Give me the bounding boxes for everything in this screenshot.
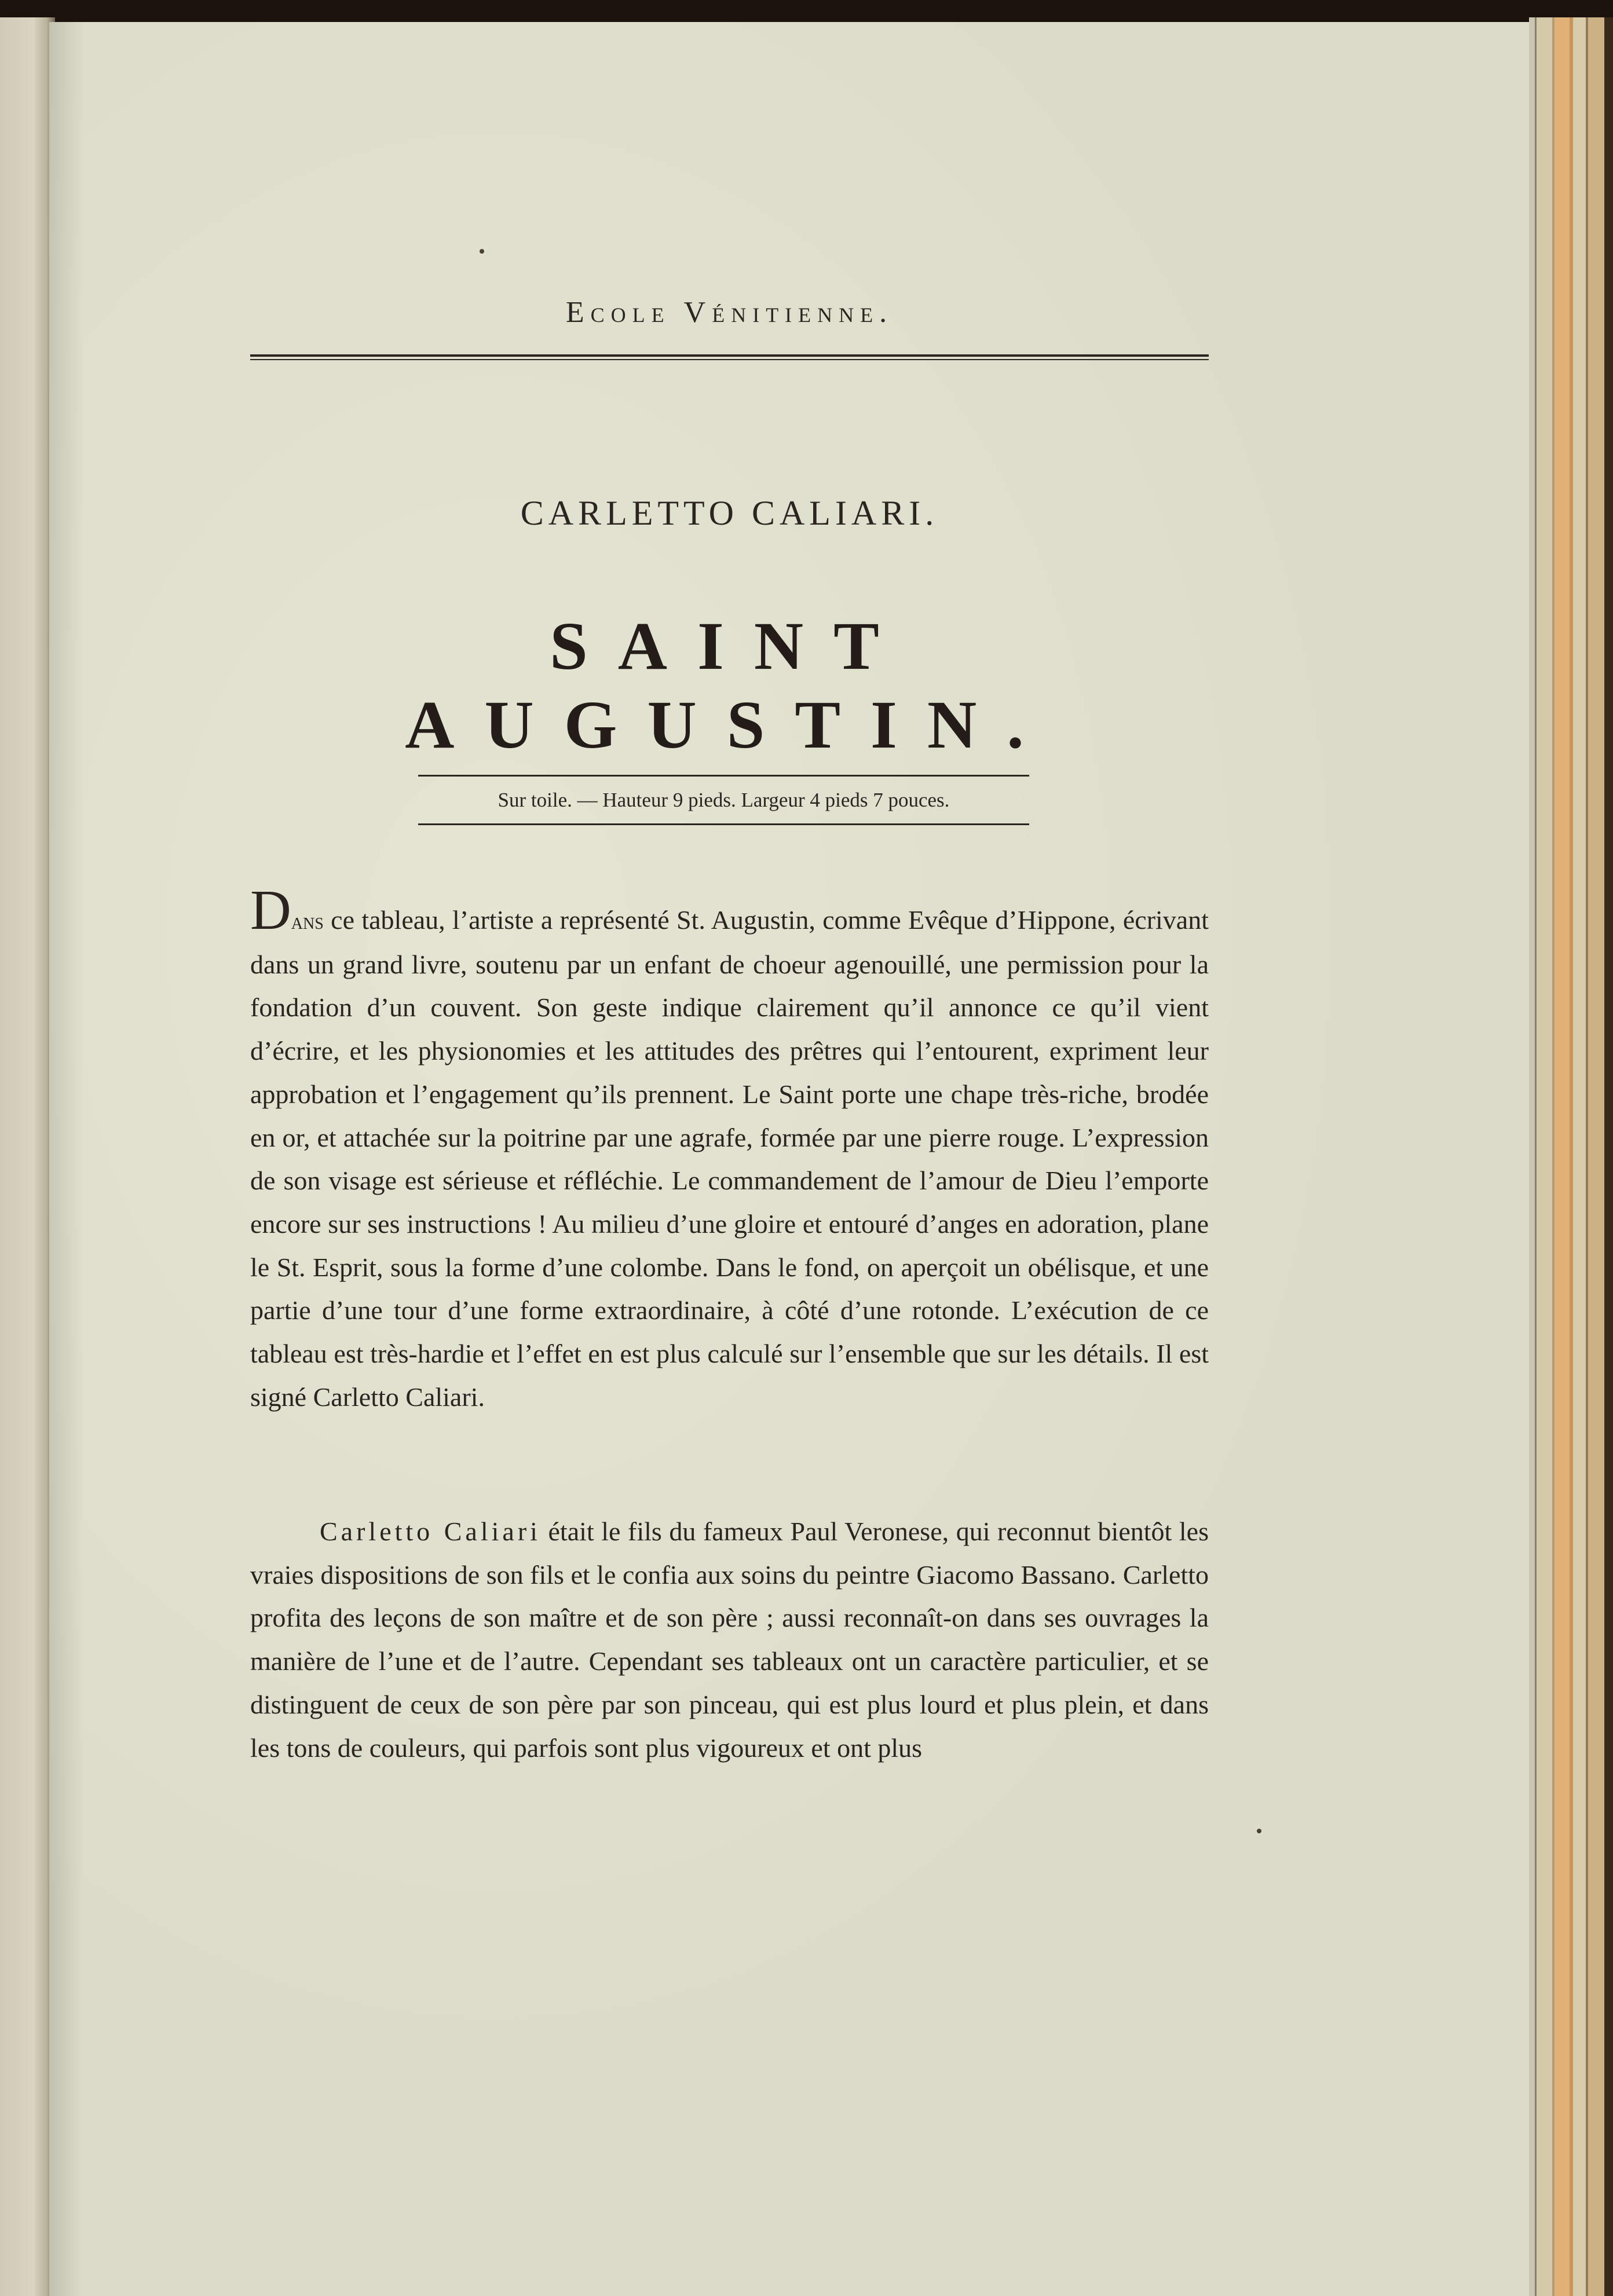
biography-text: était le fils du fameux Paul Veronese, qui reconnut bientôt les vraies dispositions de son fils et le confia aux soins du peintre Giacomo Bassano. Carletto profita des leçons de son maître et de son père ; aussi reconnaît-on dans ses ouvrages la manière de l’une et de l’autre. Cependant ses tableaux ont un caractère particulier, et se distinguent de ceux de son père par son pinceau, qui est plus lourd et plus plein, et dans les tons de couleurs, qui parfois sont plus vigoureux et ont plus — [250, 1517, 1209, 1763]
description-paragraph — [250, 879, 1209, 1419]
description-text: ce tableau, l’artiste a représenté St. Augustin, comme Evêque d’Hippone, écrivant dans un grand livre, soutenu par un enfant de choeur agenouillé, une permission pour la fondation d’un couvent. Son geste indique clairement qu’il annonce ce qu’il vient d’écrire, et les physionomies et les attitudes des prêtres qui l’entourent, expriment leur approbation et l’engagement qu’ils prennent. Le Saint porte une chape très-riche, brodée en or, et attachée sur la poitrine par une agrafe, formée par une pierre rouge. L’expression de son visage est sérieuse et réfléchie. Le commandement de l’amour de Dieu l’emporte encore sur ses instructions ! Au milieu d’une gloire et entouré d’anges en adoration, plane le St. Esprit, sous la forme d’une colombe. Dans le fond, on aperçoit un obélisque, et une partie d’une tour d’une forme extraordinaire, à côté d’une rotonde. L’exécution de ce tableau est très-hardie et l’effet en est plus calculé sur l’ensemble que sur les détails. Il est signé Carletto Caliari. — [250, 905, 1209, 1412]
header-double-rule — [250, 354, 1209, 360]
artist-name: CARLETTO CALIARI. — [520, 494, 939, 532]
biography-lead: Carletto Caliari — [320, 1517, 541, 1546]
dimensions-top-rule — [418, 775, 1029, 777]
painting-title: SAINT AUGUSTIN. — [405, 608, 1054, 763]
drop-cap-rest: ans — [291, 908, 324, 934]
drop-cap: D — [250, 879, 291, 942]
painting-dimensions: Sur toile. — Hauteur 9 pieds. Largeur 4 pieds 7 pouces. — [498, 789, 950, 811]
paper-speck — [480, 249, 484, 254]
school-heading: Ecole Vénitienne. — [565, 296, 894, 329]
biography-paragraph — [250, 1510, 1209, 1770]
paper-speck — [1257, 1829, 1261, 1833]
dimensions-bottom-rule — [418, 823, 1029, 825]
